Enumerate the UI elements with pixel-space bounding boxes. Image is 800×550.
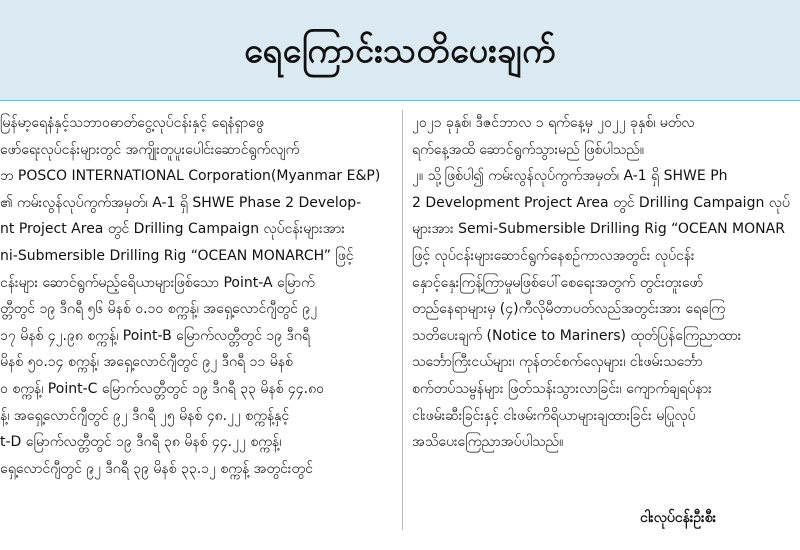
text-line: ငန်းများ ဆောင်ရွက်မည့်ရေိယာများဖြစ်သော Point-A မြောက် — [0, 274, 315, 291]
text-line: ၀ စက္ကန့်၊ Point-C မြောက်လတ္တီတွင် ၁၉ ဒီဂရီ ၃၃ မိနစ် ၄၄.၈၀ — [0, 380, 324, 397]
text-line: ၂။ သို့ဖြစ်ပါ၍ ကမ်းလွန်လုပ်ကွက်အမှတ်၊ A-1 ရှိ SHWE Ph — [412, 168, 728, 185]
text-line: မိနစ် ၅၀.၁၄ စက္ကန့်၊ အရှေ့လောင်ဂျီတွင် ၉၂ ဒီဂရီ ၁၁ မိနစ် — [0, 354, 293, 371]
text-line: တ္တီတွင် ၁၉ ဒီဂရီ ၅၆ မိနစ် ၀.၁၀ စက္ကန့်၊ အရှေ့လောင်ဂျီတွင် ၉၂ — [0, 301, 318, 318]
column-divider — [402, 110, 403, 530]
text-line: ၁၇ မိနစ် ၄၂.၉၈ စက္ကန့်၊ Point-B မြောက်လတ္တီတွင် ၁၉ ဒီဂရီ — [0, 327, 310, 344]
page-title: ရေကြောင်းသတိပေးချက် — [244, 31, 556, 71]
left-column — [0, 110, 394, 482]
text-line: ရှေ့လောင်ဂျီတွင် ၉၂ ဒီဂရီ ၃၉ မိနစ် ၃၃.၁၂ စက္ကန့် အတွင်းတွင် — [0, 460, 313, 477]
text-line: သင်္ဘောကြီးငယ်များ၊ ကုန်တင်စက်လှေများ၊ ငါးဖမ်းသင်္ဘော — [412, 354, 703, 371]
text-line: ရက်နေ့အထိ ဆောင်ရွက်သွားမည် ဖြစ်ပါသည်။ — [412, 141, 645, 158]
text-line: t-D မြောက်လတ္တီတွင် ၁၉ ဒီဂရီ ၃၈ မိနစ် ၄၄.၂၂ စက္ကန့်၊ — [0, 434, 282, 451]
text-line: န့်၊ အရှေ့လောင်ဂျီတွင် ၉၂ ဒီဂရီ ၂၅ မိနစ် ၄၈.၂၂ စက္ကန့်နှင့် — [0, 407, 290, 424]
text-line: အသိပေးကြေညာအပ်ပါသည်။ — [412, 434, 564, 451]
text-line: နှောင့်နှေးကြန့်ကြာမှုမဖြစ်ပေါ်စေရေးအတွက် တွင်းတူးဖော် — [412, 274, 704, 291]
text-line: ni-Submersible Drilling Rig “OCEAN MONARCH” ဖြင့် — [0, 247, 354, 264]
text-line: များအား Semi-Submersible Drilling Rig “OCEAN MONAR — [412, 221, 785, 238]
right-column — [412, 110, 800, 456]
signature: ငါးလုပ်ငန်းဦးစီး — [640, 510, 717, 526]
text-line: စက်တပ်သမ္ဗန်များ ဖြတ်သန်းသွားလာခြင်း၊ ကျောက်ချရပ်နား — [412, 380, 712, 397]
text-line: ငါးဖမ်းဆီးခြင်းနှင့် ငါးဖမ်းကိရိယာများချထားခြင်း မပြုလုပ် — [412, 407, 696, 424]
text-line: တည်နေရာများမှ (၄)ကီလိုမီတာပတ်လည်အတွင်းအား ရေကြေ — [412, 301, 726, 318]
text-line: မြန်မာ့ရေနံနှင့်သဘာဝဓာတ်ငွေ့လုပ်ငန်းနှင့် ရေနံရှာဖွေ — [0, 115, 264, 131]
text-line: ၏ ကမ်းလွန်လုပ်ကွက်အမှတ်၊ A-1 ရှိ SHWE Phase 2 Develop- — [0, 194, 362, 211]
text-line: ၂၀၂၁ ခုနှစ်၊ ဒီဇင်ဘာလ ၁ ရက်နေ့မှ ၂၀၂၂ ခုနှစ်၊ မတ်လ — [412, 115, 695, 131]
text-line: ဖော်ရေးလုပ်ငန်းများတွင် အကျိုးတူပူးပေါင်းဆောင်ရွက်လျက် — [0, 141, 300, 158]
text-line: ဖြင့် လုပ်ငန်းများဆောင်ရွက်နေစဉ်ကာလအတွင်း လုပ်ငန်း — [412, 247, 695, 264]
text-line: nt Project Area တွင် Drilling Campaign လုပ်ငန်းများအား — [0, 221, 345, 238]
text-line: သတိပေးချက် (Notice to Mariners) ထုတ်ပြန်ကြေညာထား — [412, 327, 742, 344]
notice-header — [0, 0, 800, 101]
text-line: ဘ POSCO INTERNATIONAL Corporation(Myanmar E&P) — [0, 168, 381, 185]
text-line: 2 Development Project Area တွင် Drilling Campaign လုပ် — [412, 194, 790, 211]
